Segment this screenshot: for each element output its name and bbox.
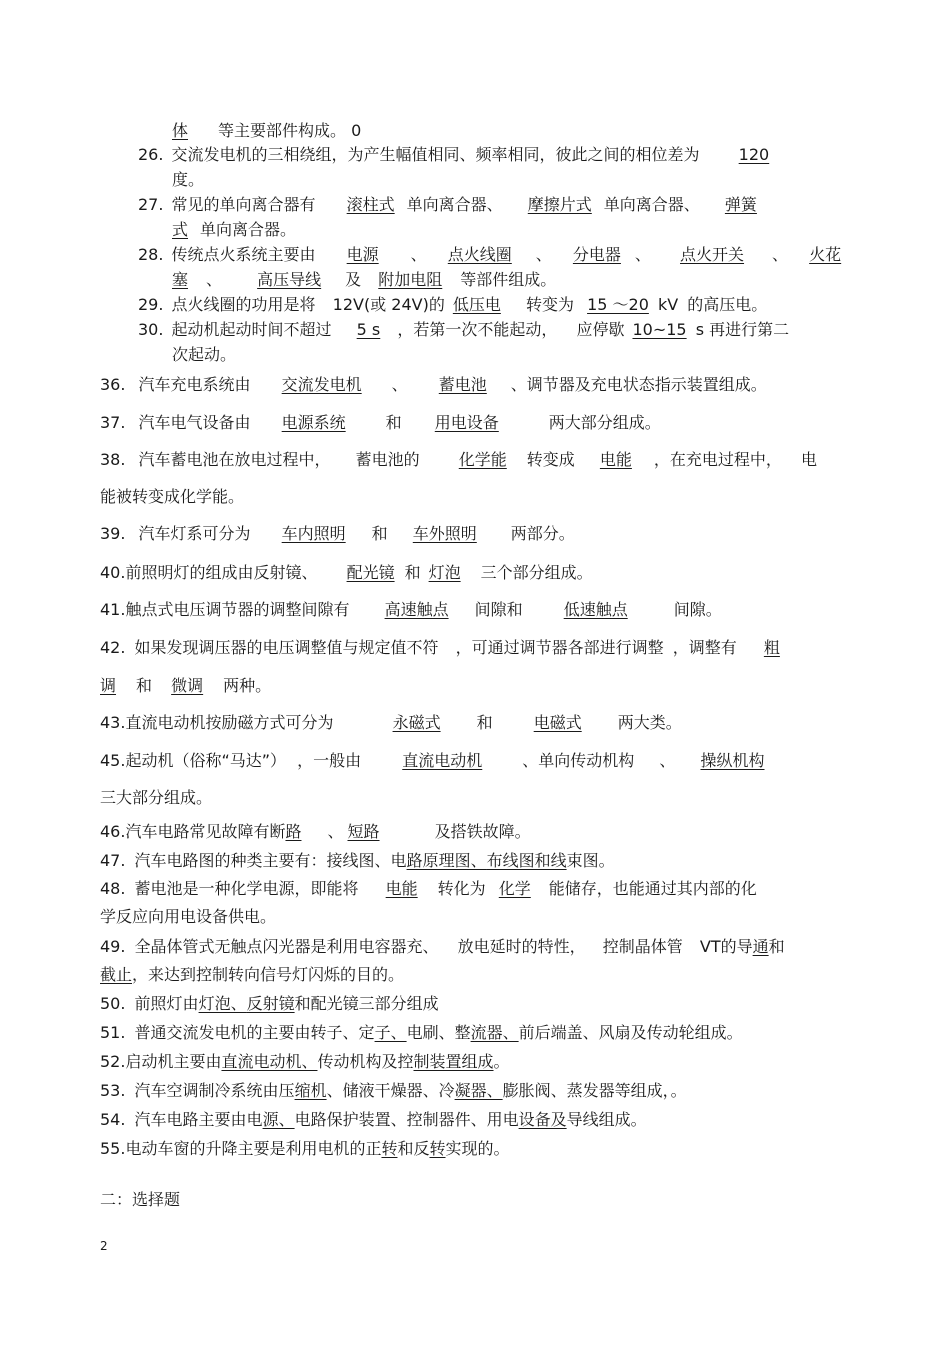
blank-answer: 摩擦片式 [527,195,592,214]
question-number: 26. [138,145,164,164]
blank-answer: 用电设备 [434,413,499,432]
blank-answer: 附加电阻 [378,270,443,289]
question-number: 40. [100,563,126,582]
question-50 [100,994,439,1014]
blank-answer: 截止 [100,965,133,984]
text: 和 [385,413,402,432]
text: 汽车电路常见故障有断 [125,822,286,841]
text: 汽车空调制冷系统由压 [134,1081,295,1100]
question-26 [138,145,777,165]
blank-answer: 式 [172,220,189,239]
text: 单向离合器、 [603,195,700,214]
text: 单向离合器、 [406,195,503,214]
text: 的高压电。 [687,295,768,314]
question-38 [100,450,817,470]
text: 、 [772,245,789,264]
text: 。 [493,1052,510,1071]
question-39 [100,524,575,544]
question-number: 27. [138,195,164,214]
text: 蓄电池的 [355,450,420,469]
blank-answer: 灯泡 [428,563,461,582]
text: 次起动。 [172,345,237,364]
blank-answer: 源、 [262,1110,295,1129]
blank-answer: 通 [752,937,769,956]
unit: kV [657,295,679,314]
text: 束图。 [566,851,615,870]
text: 等部件组成。 [460,270,557,289]
blank-answer: 高压导线 [257,270,322,289]
blank-answer: 体 [172,121,189,140]
question-number: 48. [100,879,126,898]
question-26-cont [172,170,204,190]
text: 触点式电压调节器的调整间隙有 [125,600,350,619]
text: 实现的。 [445,1139,510,1158]
text: ，可通过调节器各部进行调整 [455,638,664,657]
question-51 [100,1023,743,1043]
question-number: 52. [100,1052,126,1071]
text: 传统点火系统主要由 [171,245,316,264]
blank-answer: 制装置组成 [413,1052,494,1071]
question-40 [100,563,593,583]
question-number: 45. [100,751,126,770]
text: 如果发现调压器的电压调整值与规定值不符 [134,638,439,657]
section-title: 二：选择题 [100,1190,181,1209]
question-number: 43. [100,713,126,732]
blank-answer: 子、 [374,1023,407,1042]
blank-answer: 火花 [809,245,842,264]
question-54 [100,1110,647,1130]
text: 及搭铁故障。 [434,822,531,841]
text: 、 [659,751,676,770]
question-number: 38. [100,450,126,469]
blank-answer: 分电器 [572,245,621,264]
text: 常见的单向离合器有 [171,195,316,214]
blank-answer: 微调 [171,676,204,695]
text: 转变为 [525,295,574,314]
text: 、 [535,245,552,264]
blank-answer: 永磁式 [392,713,441,732]
blank-answer: 10~15 [632,320,687,339]
text: 电路保护装置、控制器件、用电 [294,1110,519,1129]
text: 传动机构及控 [317,1052,414,1071]
text: ，若第一次不能起动， [397,320,558,339]
text: 、 [327,822,344,841]
question-number: 47. [100,851,126,870]
text: 膨胀阀、蒸发器等组成，。 [502,1081,687,1100]
question-28 [138,245,841,265]
text: 导线组成。 [566,1110,647,1129]
text: 12V(或 24V)的 [332,295,445,314]
blank-answer: 弹簧 [724,195,757,214]
text: VT的导 [699,937,753,956]
text: 和 [476,713,493,732]
blank-answer: 电磁式 [533,713,582,732]
text: ，一般由 [297,751,362,770]
question-48 [100,879,757,899]
question-number: 54. [100,1110,126,1129]
text: 两部分。 [510,524,575,543]
text: 三大部分组成。 [100,788,213,807]
text: 前照灯由 [134,994,199,1013]
blank-answer: 电能 [385,879,418,898]
text: 度。 [172,170,205,189]
blank-answer: 设备及 [518,1110,567,1129]
question-number: 39. [100,524,126,543]
text: 全晶体管式无触点闪光器是利用电容器充、 [134,937,439,956]
text: 控制晶体管 [602,937,683,956]
text: 和 [136,676,153,695]
text: ，调整有 [672,638,737,657]
question-42 [100,638,780,658]
text: 两大部分组成。 [548,413,661,432]
text: 转变成 [526,450,575,469]
text: 能被转变成化学能。 [100,487,245,506]
text: 电 [801,450,818,469]
blank-answer: 路原理图、 [406,851,487,870]
text: 学反应向用电设备供电。 [100,907,277,926]
text: 单向离合器。 [200,220,297,239]
text: 交流发电机的三相绕组，为产生幅值相同、频率相同，彼此之间的相位差为 [171,145,700,164]
question-36 [100,375,767,395]
text: 、储液干燥器、冷 [326,1081,455,1100]
text: 、 [634,245,651,264]
question-53 [100,1081,687,1101]
question-27 [138,195,757,215]
question-number: 41. [100,600,126,619]
blank-answer: 操纵机构 [700,751,765,770]
page-number-text: 2 [100,1239,108,1253]
blank-answer: 粗 [763,638,780,657]
blank-answer: 低压电 [452,295,501,314]
blank-answer: 交流发电机 [281,375,362,394]
question-38-cont [100,487,244,507]
blank-answer: 5 s [356,320,381,339]
question-48-cont [100,907,276,927]
blank-answer: 车内照明 [281,524,346,543]
blank-answer: 点火开关 [680,245,745,264]
text: 和 [371,524,388,543]
question-41 [100,600,722,620]
question-30 [138,320,789,340]
question-number: 28. [138,245,164,264]
text: 两大类。 [617,713,682,732]
text: 电动车窗的升降主要是利用电机的正 [125,1139,382,1158]
blank-answer: 高速触点 [384,600,449,619]
blank-answer: 凝器、 [454,1081,503,1100]
question-number: 50. [100,994,126,1013]
text: 和 [404,563,421,582]
question-55 [100,1139,510,1159]
text: 、 [391,375,408,394]
text: 应停歇 [576,320,625,339]
question-37 [100,413,661,433]
text: s 再进行第二 [695,320,790,339]
blank-answer: 调 [100,676,117,695]
question-45 [100,751,765,771]
question-49 [100,937,785,957]
text: ，在充电过程中， [653,450,782,469]
blank-answer: 点火线圈 [447,245,512,264]
text: 、 [410,245,427,264]
question-42-cont [100,676,271,696]
blank-answer: 低速触点 [563,600,628,619]
blank-answer: 化学能 [458,450,507,469]
question-45-cont [100,788,212,808]
blank-answer: 滚柱式 [346,195,395,214]
blank-answer: 塞 [172,270,189,289]
page-number [100,1236,108,1256]
blank-answer: 转 [429,1139,446,1158]
text: 电刷、整 [406,1023,471,1042]
question-28-cont [172,270,556,290]
continuation-line [172,121,361,141]
question-number: 29. [138,295,164,314]
question-number: 36. [100,375,126,394]
text: 间隙和 [474,600,523,619]
text: 汽车蓄电池在放电过程中， [138,450,331,469]
blank-answer: 电源系统 [281,413,346,432]
blank-answer: 布线图和线 [486,851,567,870]
blank-answer: 直流电动机 [402,751,483,770]
text: 和 [768,937,785,956]
text: 能储存，也能通过其内部的化 [548,879,757,898]
text: 、调节器及充电状态指示装置组成。 [510,375,767,394]
text: 启动机主要由 [125,1052,222,1071]
question-47 [100,851,615,871]
text: 汽车电气设备由 [138,413,251,432]
text: 汽车灯系可分为 [138,524,251,543]
question-number: 51. [100,1023,126,1042]
question-52 [100,1052,510,1072]
question-number: 42. [100,638,126,657]
question-number: 46. [100,822,126,841]
text: 普通交流发电机的主要由转子、定 [134,1023,375,1042]
question-number: 30. [138,320,164,339]
text: 和反 [397,1139,430,1158]
blank-answer: 流器、 [470,1023,519,1042]
text: 三个部分组成。 [480,563,593,582]
text: 前后端盖、风扇及传动轮组成。 [518,1023,743,1042]
question-number: 49. [100,937,126,956]
blank-answer: 15 ～20 [587,295,649,314]
text: 、 [206,270,223,289]
text: 两种。 [223,676,272,695]
text: 和配光镜三部分组成 [294,994,439,1013]
blank-answer: 灯泡、 [198,994,247,1013]
text: 前照明灯的组成由反射镜、 [125,563,318,582]
question-27-cont [172,220,296,240]
text: 起动机起动时间不超过 [171,320,332,339]
text: 起动机（俗称“马达”） [125,751,287,770]
blank-answer: 车外照明 [412,524,477,543]
blank-answer: 配光镜 [346,563,395,582]
text: 间隙。 [673,600,722,619]
blank-answer: 转 [381,1139,398,1158]
blank-answer: 缩机 [294,1081,327,1100]
text: 点火线圈的功用是将 [171,295,316,314]
text: 及 [345,270,362,289]
section-heading [100,1190,180,1210]
blank-answer: 反射镜 [246,994,295,1013]
blank-answer: 电源 [346,245,379,264]
text: 、单向传动机构 [522,751,635,770]
text: 汽车充电系统由 [138,375,251,394]
text: 汽车电路图的种类主要有：接线图、电 [134,851,407,870]
text: 直流电动机按励磁方式可分为 [125,713,334,732]
text: 放电延时的特性， [457,937,586,956]
question-30-cont [172,345,236,365]
blank-answer: 化学 [498,879,531,898]
text: 蓄电池是一种化学电源，即能将 [134,879,359,898]
blank-answer: 短路 [347,822,380,841]
question-49-cont [100,965,404,985]
text: 等主要部件构成。 0 [218,121,362,140]
question-43 [100,713,682,733]
question-number: 37. [100,413,126,432]
blank-answer: 电能 [599,450,632,469]
question-number: 53. [100,1081,126,1100]
text: 转化为 [437,879,486,898]
text: ，来达到控制转向信号灯闪烁的目的。 [132,965,405,984]
question-number: 55. [100,1139,126,1158]
question-29 [138,295,767,315]
text: 汽车电路主要由电 [134,1110,263,1129]
blank-answer: 蓄电池 [438,375,487,394]
question-46 [100,822,531,842]
blank-answer: 直流电动机、 [221,1052,318,1071]
blank-answer: 120 [738,145,770,164]
blank-answer: 路 [285,822,302,841]
